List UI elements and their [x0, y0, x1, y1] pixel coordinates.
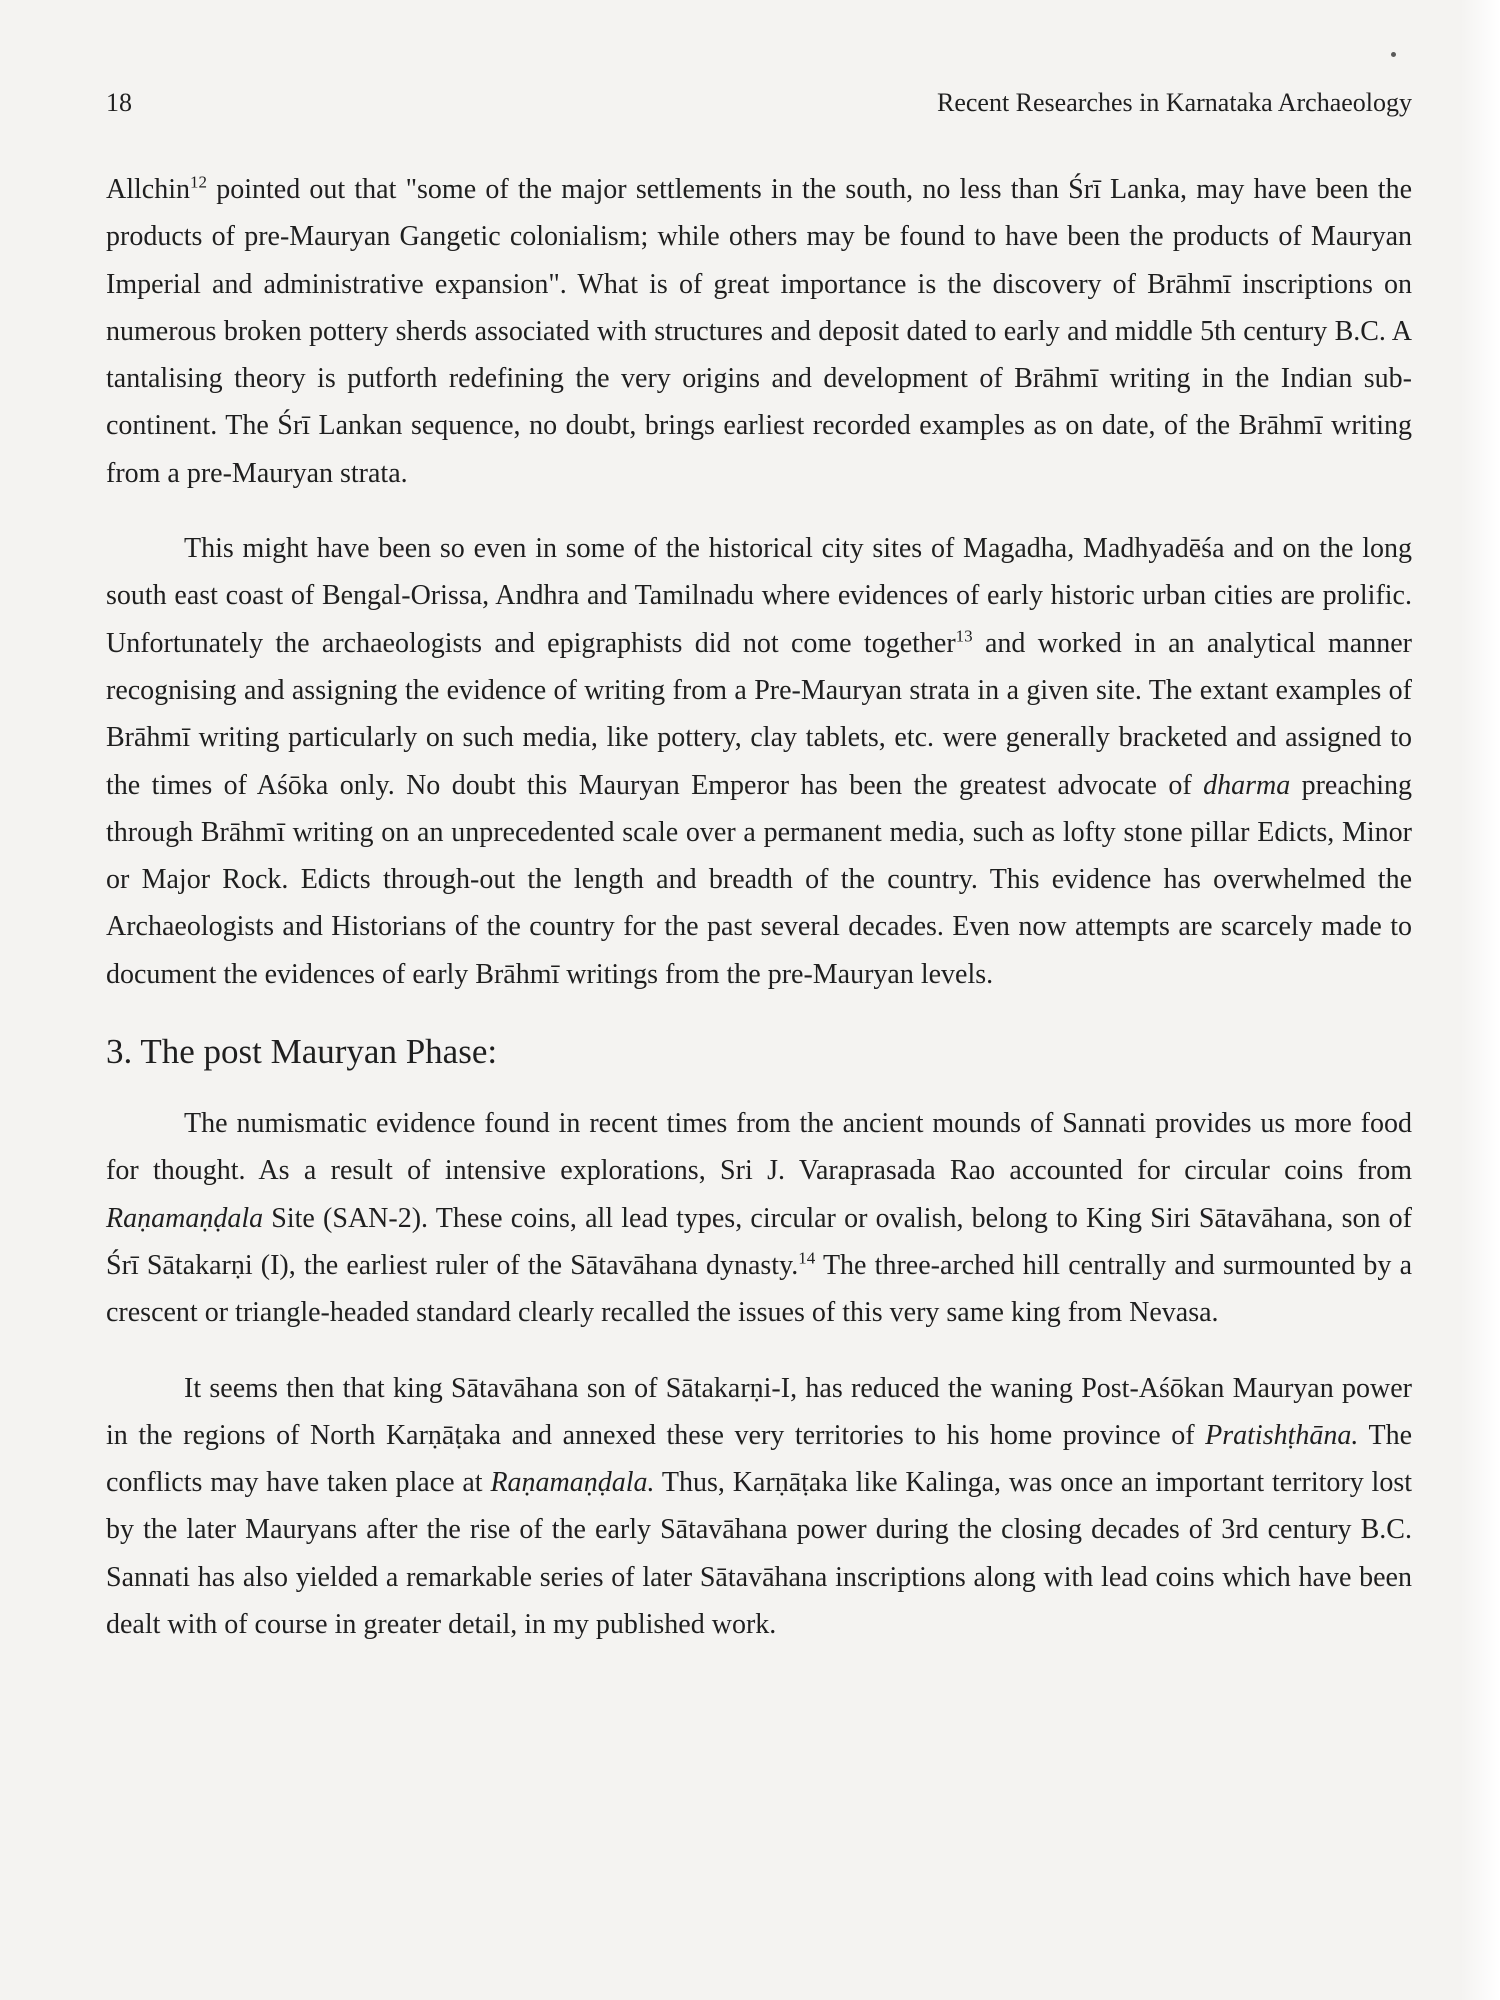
- paragraph: [106, 166, 1412, 497]
- text-segment: The three-arched hill centrally and surmounted by a crescent or triangle-headed standard clearly recalled the issues of this very same king from Nevasa.: [106, 1249, 1412, 1329]
- text-segment: Site (SAN-2). These coins, all lead types, circular or ovalish, belong to King Siri Sātavāhana, son of Śrī Sātakarṇi (I), the earliest ruler of the Sātavāhana dynasty.: [106, 1202, 1412, 1281]
- text-segment: It seems then that king Sātavāhana son of Sātakarṇi-I, has reduced the waning Post-Aśōkan Mauryan power in the regions of North Karṇāṭaka and annexed these very territories to his home province of: [106, 1372, 1412, 1451]
- text-segment: Allchin: [106, 174, 190, 205]
- page-header: [106, 88, 1412, 128]
- page-body: [106, 166, 1412, 1648]
- italic-term: Raṇamaṇḍala: [106, 1202, 264, 1234]
- italic-term: dharma: [1203, 769, 1291, 801]
- paragraph: [106, 1100, 1412, 1336]
- text-segment: and worked in an analytical manner recognising and assigning the evidence of writing from a Pre-Mauryan strata in a given site. The extant examples of Brāhmī writing particularly on such media, like pottery, clay tablets, etc. were generally bracketed and assigned to the times of Aśōka only. No doubt this Mauryan Emperor has been the greatest advocate of: [106, 627, 1412, 801]
- page-number: 18: [106, 88, 132, 117]
- section-heading: 3. The post Mauryan Phase:: [106, 1032, 498, 1072]
- text-segment: The conflicts may have taken place at: [106, 1419, 1412, 1499]
- italic-term: Pratishṭhāna.: [1205, 1419, 1359, 1451]
- speck-mark: [1391, 52, 1396, 57]
- footnote-ref: 14: [798, 1248, 816, 1268]
- text-segment: The numismatic evidence found in recent times from the ancient mounds of Sannati provides us more food for thought. As a result of intensive explorations, Sri J. Varaprasada Rao accounted for circular coins from: [106, 1108, 1412, 1187]
- text-segment: pointed out that "some of the major settlements in the south, no less than Śrī Lanka, may have been the products of pre-Mauryan Gangetic colonialism; while others may be found to have been the products of Mauryan Imperial and administrative expansion". What is of great importance is the discovery of Brāhmī inscriptions on numerous broken pottery sherds associated with structures and deposit dated to early and middle 5th century B.C. A tantalising theory is putforth redefining the very origins and development of Brāhmī writing in the Indian sub-continent. The Śrī Lankan sequence, no doubt, brings earliest recorded examples as on date, of the Brāhmī writing from a pre-Mauryan strata.: [106, 174, 1412, 489]
- footnote-ref: 12: [190, 172, 207, 192]
- page-edge-shadow: [1460, 0, 1500, 2000]
- footnote-ref: 13: [955, 626, 973, 646]
- italic-term: Raṇamaṇḍala.: [490, 1467, 655, 1499]
- text-segment: This might have been so even in some of the historical city sites of Magadha, Madhyadēśa and on the long south east coast of Bengal-Orissa, Andhra and Tamilnadu where evidences of early historic urban cities are prolific. Unfortunately the archaeologists and epigraphists did not come together: [106, 533, 1412, 659]
- running-title: Recent Researches in Karnataka Archaeology: [936, 88, 1412, 117]
- paragraph: [106, 525, 1412, 998]
- text-segment: preaching through Brāhmī writing on an unprecedented scale over a permanent media, such as lofty stone pillar Edicts, Minor or Major Rock. Edicts through-out the length and breadth of the country. This evidence has overwhelmed the Archaeologists and Historians of the country for the past several decades. Even now attempts are scarcely made to document the evidences of early Brāhmī writings from the pre-Mauryan levels.: [106, 769, 1412, 990]
- paragraph: [106, 1365, 1412, 1649]
- text-segment: Thus, Karṇāṭaka like Kalinga, was once an important territory lost by the later Mauryans after the rise of the early Sātavāhana power during the closing decades of 3rd century B.C. Sannati has also yielded a remarkable series of later Sātavāhana inscriptions along with lead coins which have been dealt with of course in greater detail, in my published work.: [106, 1467, 1412, 1641]
